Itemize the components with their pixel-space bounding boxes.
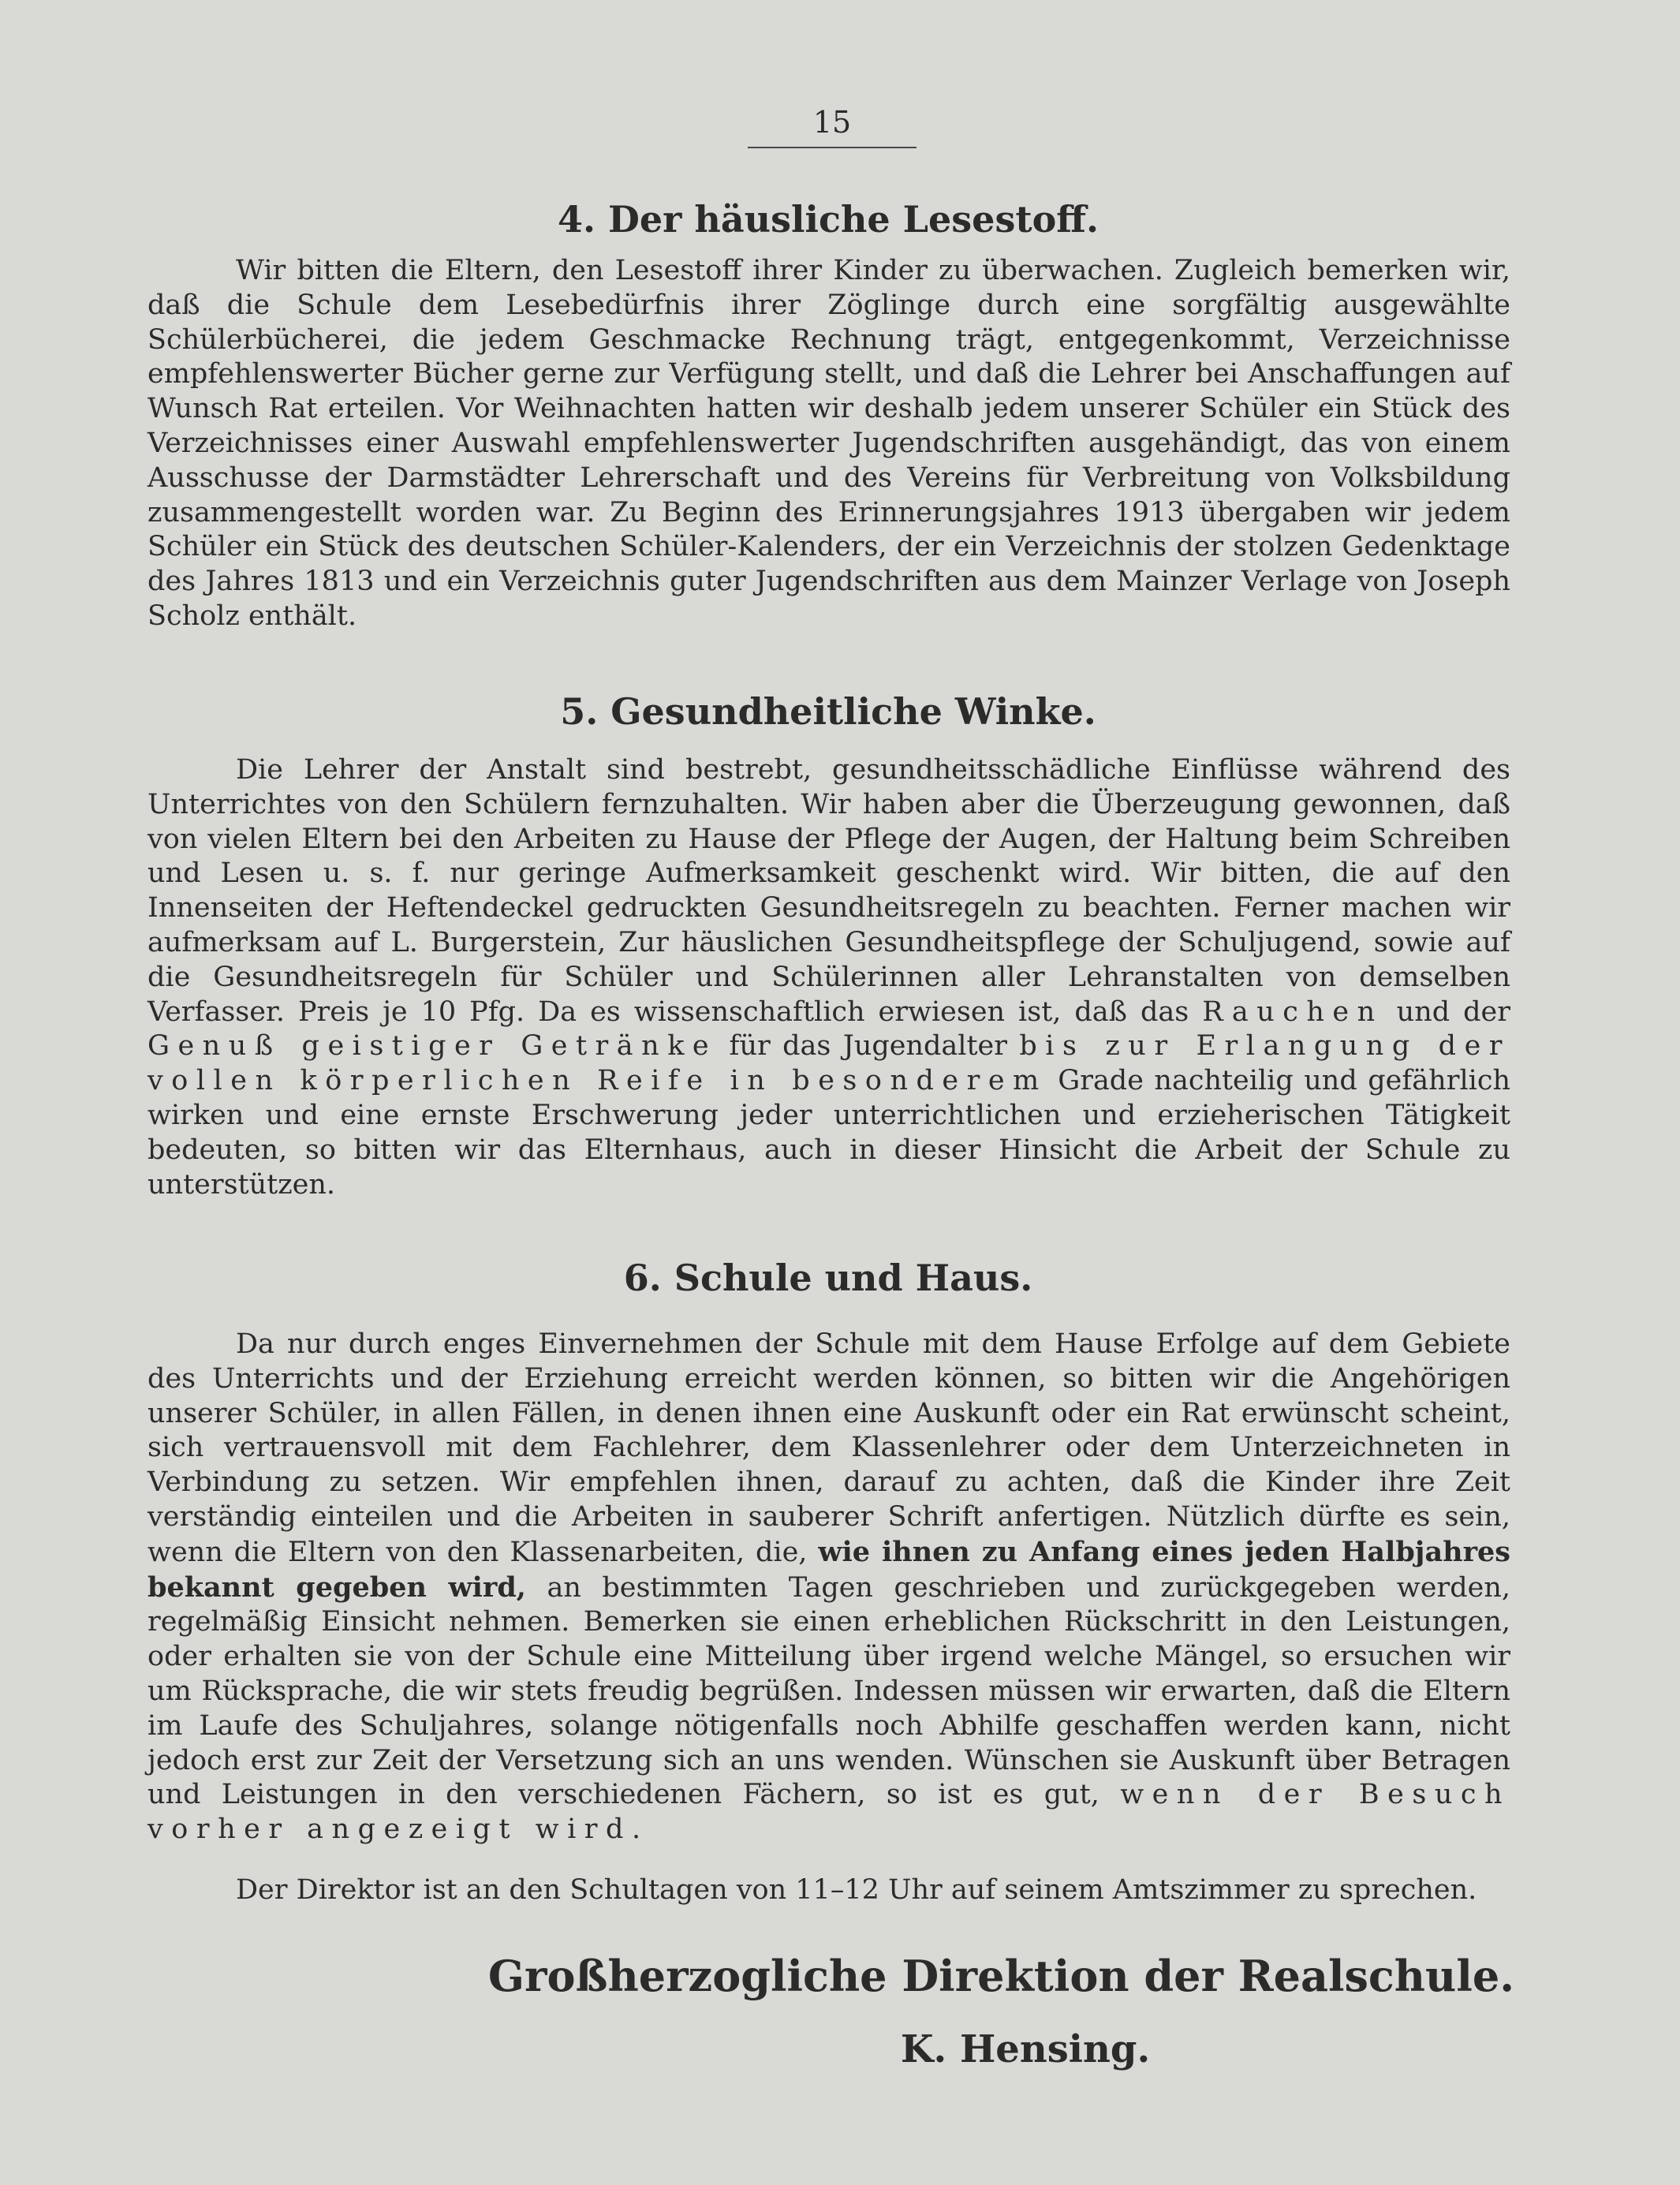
section-6-text-a: Da nur durch enges Einvernehmen der Schule mit dem Hause Erfolge auf dem Gebiete des Unterrichts und der Erziehung erreicht werden können, so bitten wir die Angehörigen unserer Schüler, in allen Fällen, in denen ihnen eine Auskunft oder ein Rat erwünscht scheint, sich vertrauensvoll mit dem Fachlehrer, dem Klassenlehrer oder dem Unterzeichneten in Verbindung zu setzen. Wir empfehlen ihnen, darauf zu achten, daß die Kinder ihre Zeit verständig einteilen und die Arbeiten in sauberer Schrift anfertigen. Nützlich dürfte es sein, wenn die Eltern von den Klassenarbeiten, die, xyxy=(147,1328,1510,1568)
section-5-spaced-c: bis zur Erlangung der vollen körperlichen Reife in besonderem xyxy=(147,1030,1511,1097)
section-5-text-d: Grade nachteilig und gefährlich wirken und eine ernste Erschwerung jeder unterrichtlichen und erzieherischen Tätigkeit bedeuten, so bitten wir das Elternhaus, auch in dieser Hinsicht die Arbeit der Schule zu unterstützen. xyxy=(147,1065,1510,1201)
section-6-bold-a: wie ihnen zu Anfang eines jeden Halbjahres bekannt gegeben wird, xyxy=(147,1535,1510,1604)
section-4-heading: 4. Der häusliche Lesestoff. xyxy=(557,198,1099,241)
signature-institution: Großherzogliche Direktion der Realschule. xyxy=(487,1951,1514,2001)
section-6-paragraph xyxy=(147,1328,1510,1847)
signature-name: K. Hensing. xyxy=(900,2027,1151,2071)
section-6-spaced-a: wenn der Besuch vorher angezeigt wird. xyxy=(147,1779,1510,1846)
section-6-text-b: an bestimmten Tagen geschrieben und zurückgegeben werden, regelmäßig Einsicht nehmen. Bemerken sie einen erheblichen Rückschritt in den Leistungen, oder erhalten sie von der Schule eine Mitteilung über irgend welche Mängel, so ersuchen wir um Rücksprache, die wir stets freudig begrüßen. Indessen müssen wir erwarten, daß die Eltern im Laufe des Schuljahres, solange nötigenfalls noch Abhilfe geschaffen werden kann, nicht jedoch erst zur Zeit der Versetzung sich an uns wenden. Wünschen sie Auskunft über Betragen und Leistungen in den verschiedenen Fächern, so ist es gut, xyxy=(147,1571,1510,1811)
section-5-paragraph xyxy=(147,753,1510,1202)
section-5-heading: 5. Gesundheitliche Winke. xyxy=(560,690,1096,733)
section-5-spaced-a: Rauchen xyxy=(1202,995,1383,1028)
section-5-text-b: und der xyxy=(1383,995,1510,1028)
section-5-spaced-b: Genuß geistiger Getränke xyxy=(147,1030,718,1063)
section-4-paragraph: Wir bitten die Eltern, den Lesestoff ihrer Kinder zu überwachen. Zugleich bemerken wir, daß die Schule dem Lesebedürfnis ihrer Zöglinge durch eine sorgfältig ausgewählte Schülerbücherei, die jedem Geschmacke Rechnung trägt, entgegenkommt, Verzeichnisse empfehlenswerter Bücher gerne zur Verfügung stellt, und daß die Lehrer bei Anschaffungen auf Wunsch Rat erteilen. Vor Weihnachten hatten wir deshalb jedem unserer Schüler ein Stück des Verzeichnisses einer Auswahl empfehlenswerter Jugendschriften ausgehändigt, das von einem Ausschusse der Darmstädter Lehrerschaft und des Vereins für Verbreitung von Volksbildung zusammengestellt worden war. Zu Beginn des Erinnerungsjahres 1913 übergaben wir jedem Schüler ein Stück des deutschen Schüler-Kalenders, der ein Verzeichnis der stolzen Gedenktage des Jahres 1813 und ein Verzeichnis guter Jugendschriften aus dem Mainzer Verlage von Joseph Scholz enthält. xyxy=(147,255,1510,632)
header-rule xyxy=(748,147,917,148)
section-6-heading: 6. Schule und Haus. xyxy=(623,1257,1033,1299)
page-number: 15 xyxy=(812,105,852,140)
section-6-paragraph-2: Der Direktor ist an den Schultagen von 11–12 Uhr auf seinem Amtszimmer zu sprechen. xyxy=(236,1874,1477,1906)
section-5-text-a: Die Lehrer der Anstalt sind bestrebt, gesundheitsschädliche Einflüsse während des Unterrichtes von den Schülern fernzuhalten. Wir haben aber die Überzeugung gewonnen, daß von vielen Eltern bei den Arbeiten zu Hause der Pflege der Augen, der Haltung beim Schreiben und Lesen u. s. f. nur geringe Aufmerksamkeit geschenkt wird. Wir bitten, die auf den Innenseiten der Heftendeckel gedruckten Gesundheitsregeln zu beachten. Ferner machen wir aufmerksam auf L. Burgerstein, Zur häuslichen Gesundheitspflege der Schuljugend, sowie auf die Gesundheitsregeln für Schüler und Schülerinnen aller Lehranstalten von demselben Verfasser. Preis je 10 Pfg. Da es wissenschaftlich erwiesen ist, daß das xyxy=(147,754,1510,1028)
section-5-text-c: für das Jugendalter xyxy=(717,1030,1020,1063)
